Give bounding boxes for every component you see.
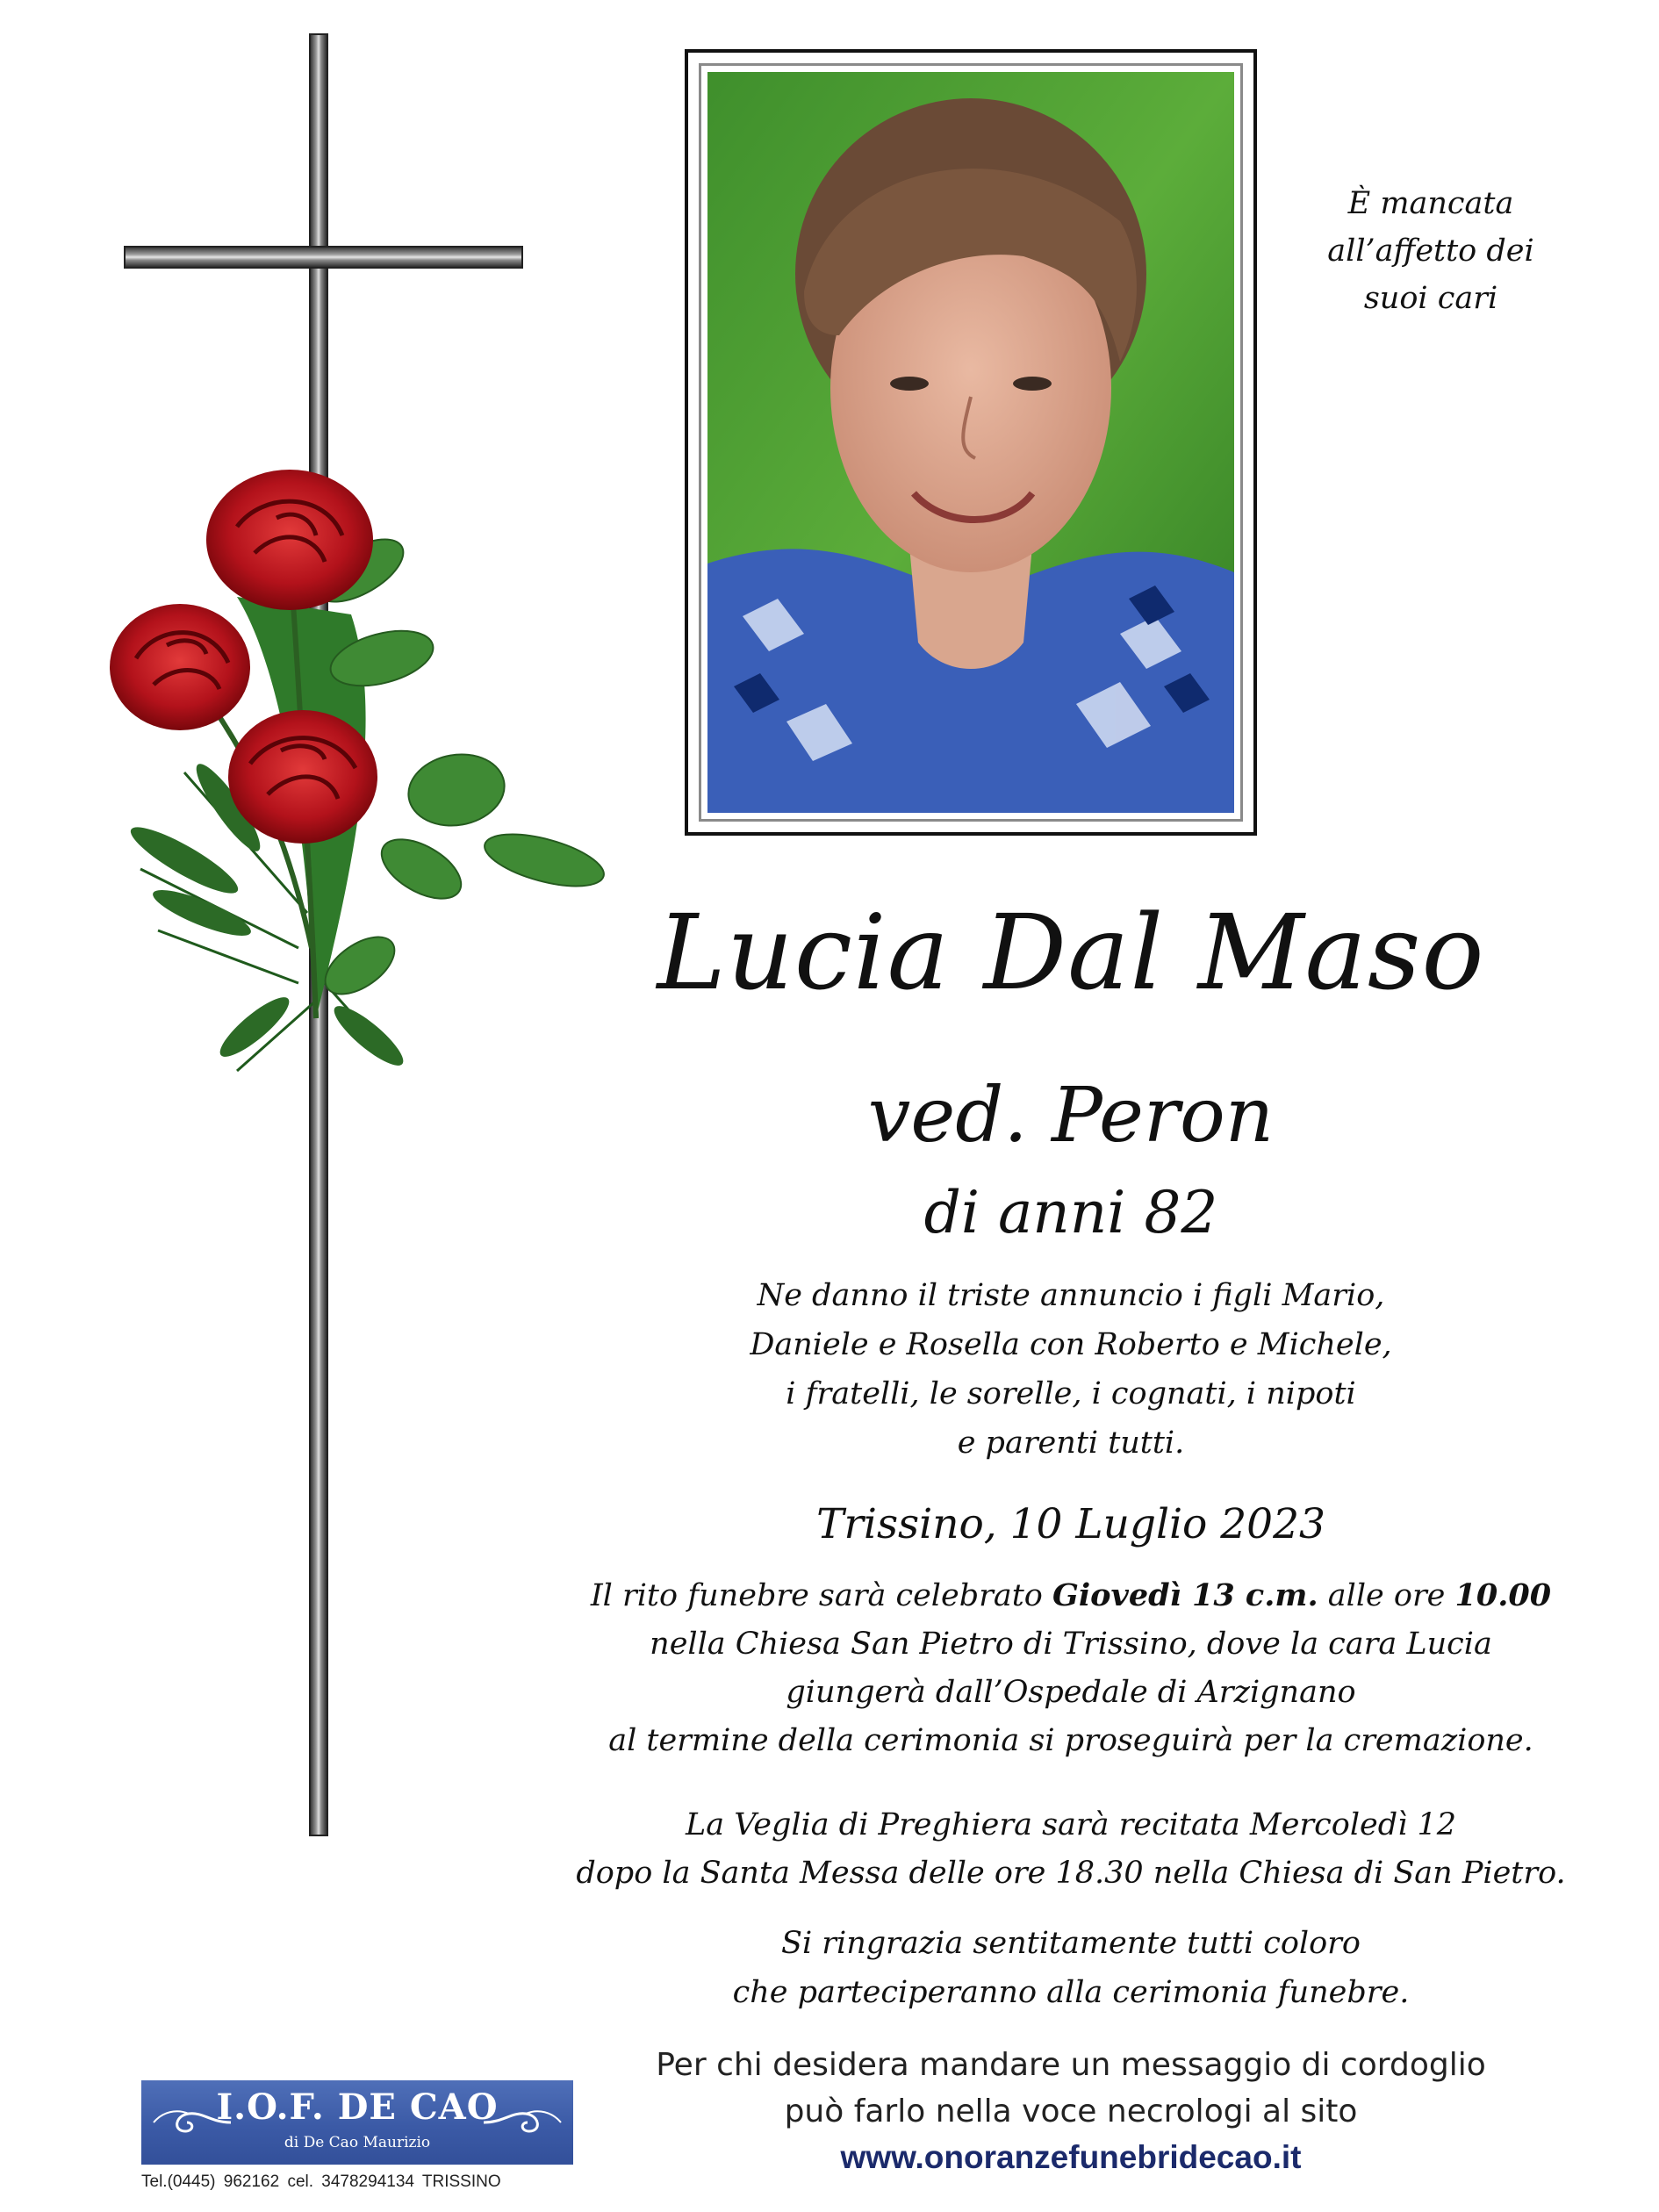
widow-of: ved. Peron — [867, 1072, 1275, 1160]
rite-text: Il rito funebre sarà celebrato — [590, 1578, 1052, 1613]
rite-details — [492, 1571, 1650, 1765]
rite-time: 10.00 — [1454, 1577, 1552, 1613]
rite-line-4: al termine della cerimonia si proseguirà per la cremazione. — [608, 1723, 1533, 1758]
side-note: È mancata all’affetto dei suoi cari — [1327, 186, 1534, 316]
funeral-home-logo — [141, 2080, 573, 2165]
vigil-text: La Veglia di Preghiera sarà recitata Mercoledì 12 dopo la Santa Messa delle ore 18.30 nella Chiesa di San Pietro. — [576, 1807, 1566, 1891]
rite-line-2: nella Chiesa San Pietro di Trissino, dove la cara Lucia — [650, 1627, 1492, 1662]
rite-line-3: giungerà dall’Ospedale di Arzignano — [786, 1675, 1356, 1710]
thanks-text: Si ringrazia sentitamente tutti coloro che parteciperanno alla cerimonia funebre. — [732, 1926, 1410, 2010]
rite-line-1 — [492, 1571, 1650, 1620]
funeral-home-name: I.O.F. DE CAO — [216, 2086, 499, 2128]
website-link[interactable]: www.onoranzefunebridecao.it — [840, 2139, 1302, 2175]
condolences-text: Per chi desidera mandare un messaggio di cordoglio può farlo nella voce necrologi al sito — [656, 2047, 1486, 2129]
deceased-name: Lucia Dal Maso — [657, 892, 1485, 1013]
cross-horizontal-bar — [124, 246, 523, 269]
rite-day: Giovedì 13 c.m. — [1052, 1577, 1318, 1613]
portrait-photo — [707, 72, 1234, 813]
place-date: Trissino, 10 Luglio 2023 — [816, 1500, 1325, 1548]
funeral-home-owner: di De Cao Maurizio — [284, 2134, 431, 2151]
announcement-text: Ne danno il triste annuncio i figli Mario, Daniele e Rosella con Roberto e Michele, i fratelli, le sorelle, i cognati, i nipoti e parenti tutti. — [750, 1278, 1392, 1461]
deceased-age: di anni 82 — [923, 1179, 1218, 1246]
rite-text: alle ore — [1318, 1578, 1455, 1613]
funeral-home-contacts: Tel.(0445) 962162 cel. 3478294134 TRISSINO — [141, 2172, 501, 2191]
